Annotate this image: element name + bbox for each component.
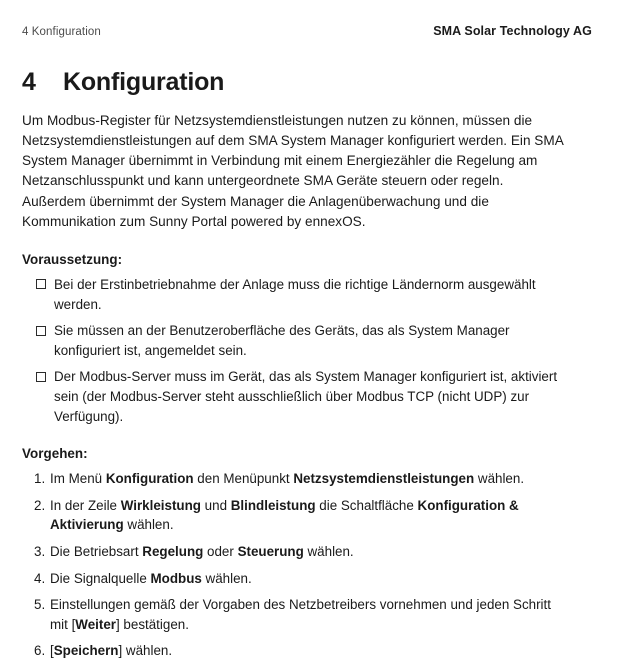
procedure-list xyxy=(22,469,567,661)
checkbox-empty-icon xyxy=(36,326,46,336)
chapter-number: 4 xyxy=(22,68,36,96)
step-emphasis: Modbus xyxy=(150,570,202,586)
step-text-run: Die Betriebsart xyxy=(50,543,143,559)
step-text-run: wählen. xyxy=(474,471,525,487)
procedure-heading: Vorgehen: xyxy=(22,446,88,462)
step-emphasis: Konfiguration & Aktivierung xyxy=(50,497,519,533)
requirement-item xyxy=(22,275,567,314)
chapter-title-text: Konfiguration xyxy=(63,68,225,96)
requirement-text: Sie müssen an der Benutzeroberfläche des Geräts, das als System Manager konfiguriert ist, angemeldet sein. xyxy=(54,323,510,358)
procedure-step xyxy=(22,569,567,589)
procedure-step xyxy=(22,469,567,489)
step-text-run: Im Menü xyxy=(50,471,106,487)
header-company-name: SMA Solar Technology AG xyxy=(433,24,592,38)
step-number: 6. xyxy=(34,643,46,659)
step-text-run: und xyxy=(200,497,231,513)
checkbox-empty-icon xyxy=(36,279,46,289)
step-emphasis: Blindleistung xyxy=(230,497,316,513)
step-number: 3. xyxy=(34,543,46,559)
step-text-run: wählen. xyxy=(201,570,252,586)
step-text-run: Die Signalquelle xyxy=(50,570,151,586)
step-text-run: In der Zeile xyxy=(50,497,121,513)
requirement-text: Der Modbus-Server muss im Gerät, das als System Manager konfiguriert ist, aktiviert sein (der Modbus-Server steht ausschließlich über Modbus TCP (nicht UDP) zur Verfügung). xyxy=(54,369,558,424)
intro-paragraph: Um Modbus-Register für Netzsystemdienstleistungen nutzen zu können, müssen die Netzsystemdienstleistungen auf dem SMA System Manager konfiguriert werden. Ein SMA System Manager übernimmt in Verbindung mit einem Energiezähler die Regelung am Netzanschlusspunkt und kann untergeordnete SMA Geräte steuern oder regeln. Außerdem übernimmt der System Manager die Anlagenüberwachung und die Kommunikation zum Sunny Portal powered by ennexOS. xyxy=(22,112,564,229)
step-text-run: oder xyxy=(203,543,238,559)
requirements-list xyxy=(22,275,567,426)
requirement-text: Bei der Erstinbetriebnahme der Anlage muss die richtige Ländernorm ausgewählt werden. xyxy=(54,276,536,312)
step-text-run: die Schaltfläche xyxy=(315,497,418,513)
requirements-heading: Voraussetzung: xyxy=(22,251,123,267)
step-text-run: den Menüpunkt xyxy=(193,471,294,487)
step-text-run: ] bestätigen. xyxy=(115,616,189,632)
procedure-step xyxy=(22,496,567,535)
procedure-step xyxy=(22,641,567,661)
step-text-run: ] wählen. xyxy=(118,643,173,659)
page-content xyxy=(22,68,567,661)
step-emphasis: Speichern xyxy=(53,643,119,659)
step-number: 5. xyxy=(34,597,46,613)
step-text-run: Einstellungen gemäß der Vorgaben des Netzbetreibers vornehmen und jeden Schritt mit [ xyxy=(50,597,551,632)
step-emphasis: Netzsystemdienstleistungen xyxy=(293,471,475,487)
step-number: 2. xyxy=(34,497,46,513)
page-title xyxy=(22,68,567,97)
step-number: 4. xyxy=(34,570,46,586)
step-text xyxy=(50,571,252,586)
step-text xyxy=(50,498,519,533)
checkbox-empty-icon xyxy=(36,372,46,382)
step-emphasis: Wirkleistung xyxy=(120,497,201,513)
step-text-run: wählen. xyxy=(123,517,174,533)
step-emphasis: Weiter xyxy=(75,616,116,632)
requirement-item xyxy=(22,321,567,360)
running-header xyxy=(22,24,592,40)
step-text-run: wählen. xyxy=(303,543,354,559)
step-text xyxy=(50,643,172,658)
step-emphasis: Steuerung xyxy=(237,543,304,559)
procedure-step xyxy=(22,542,567,562)
procedure-step xyxy=(22,595,567,634)
header-chapter-label: 4 Konfiguration xyxy=(22,26,101,38)
step-text xyxy=(50,471,524,486)
step-text-run: [ xyxy=(50,643,54,659)
step-text xyxy=(50,597,551,632)
step-number: 1. xyxy=(34,471,46,487)
requirement-item xyxy=(22,367,567,426)
step-text xyxy=(50,544,354,559)
step-emphasis: Regelung xyxy=(142,543,204,559)
step-emphasis: Konfiguration xyxy=(105,471,194,487)
